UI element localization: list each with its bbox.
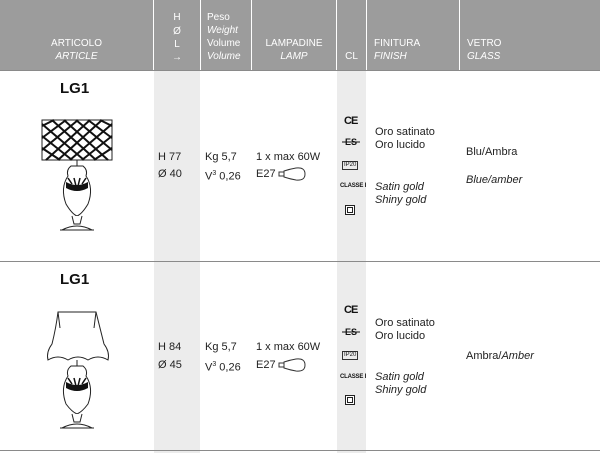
header-weight-en: Weight	[207, 25, 238, 36]
header-glass	[467, 0, 567, 70]
table-header	[0, 0, 600, 70]
volume-superscript: 3	[212, 170, 217, 177]
header-article-label: ARTICLE	[55, 51, 98, 62]
glass-it: Ambra/	[466, 350, 502, 362]
glass-it: Blu/Ambra	[466, 146, 518, 158]
header-finish	[374, 0, 454, 70]
header-lamp	[252, 0, 336, 70]
row-divider	[0, 450, 600, 451]
weight-value: Kg 5,7	[205, 341, 237, 353]
header-finitura: FINITURA	[374, 38, 421, 49]
header-finish-en: FINISH	[374, 51, 407, 62]
ce-mark-icon: CE	[344, 304, 358, 316]
diameter-value: Ø 40	[158, 168, 182, 180]
finish-en-1: Satin gold	[375, 181, 424, 193]
header-volume: Volume	[207, 38, 241, 49]
class-box-icon	[345, 205, 355, 215]
glass-en: Blue/amber	[466, 174, 523, 186]
ip-rating-badge: IP20	[344, 162, 357, 168]
lamp-quantity: 1 x max 60W	[256, 341, 321, 353]
header-cl-label: CL	[345, 51, 358, 62]
finish-en-2: Shiny gold	[375, 194, 427, 206]
volume-superscript: 3	[212, 361, 217, 368]
header-glass-en: GLASS	[467, 51, 501, 62]
volume-prefix: V	[205, 361, 213, 374]
glass-value	[466, 349, 534, 363]
header-volume-en: Volume	[207, 51, 241, 62]
weight-value: Kg 5,7	[205, 151, 237, 163]
product-title: LG1	[60, 271, 90, 288]
table-lamp-drum-shade-image	[38, 118, 118, 234]
finish-it-1: Oro satinato	[375, 317, 435, 329]
bulb-icon	[278, 358, 306, 372]
lamp-quantity: 1 x max 60W	[256, 151, 321, 163]
volume-prefix: V	[205, 170, 213, 183]
volume-value	[205, 358, 241, 375]
finish-en-2: Shiny gold	[375, 384, 427, 396]
svg-text:ES: ES	[345, 327, 358, 337]
ip-rating-badge: IP20	[344, 352, 357, 358]
header-divider	[366, 0, 367, 70]
header-cl	[337, 0, 366, 70]
volume-number: 0,26	[216, 361, 241, 374]
volume-value	[205, 167, 241, 184]
row-divider	[0, 70, 600, 71]
header-dim-l: L	[174, 39, 180, 50]
product-title: LG1	[60, 80, 90, 97]
header-dim-arrow: →	[172, 52, 182, 63]
header-dim-o: Ø	[173, 26, 181, 37]
header-lampadine: LAMPADINE	[265, 38, 323, 49]
header-articolo-label: ARTICOLO	[51, 38, 102, 49]
es-mark-icon	[342, 136, 360, 148]
svg-text:ES: ES	[345, 137, 358, 147]
header-dimensions	[154, 0, 200, 70]
diameter-value: Ø 45	[158, 359, 182, 371]
height-value: H 77	[158, 151, 182, 163]
finish-it-2: Oro lucido	[375, 139, 426, 151]
lamp-socket: E27	[256, 168, 276, 180]
finish-it-1: Oro satinato	[375, 126, 435, 138]
classe-label: CLASSE I	[340, 374, 367, 380]
header-lamp-en: LAMP	[280, 51, 308, 62]
bulb-icon	[278, 167, 306, 181]
header-peso: Peso	[207, 12, 230, 23]
lamp-socket: E27	[256, 359, 276, 371]
glass-en: Amber	[501, 350, 534, 362]
height-value: H 84	[158, 341, 182, 353]
header-weight	[207, 0, 252, 70]
classe-label: CLASSE I	[340, 183, 367, 189]
finish-it-2: Oro lucido	[375, 330, 426, 342]
header-divider	[459, 0, 460, 70]
header-dim-h: H	[173, 12, 181, 23]
table-lamp-pleated-shade-image	[38, 308, 118, 430]
finish-en-1: Satin gold	[375, 371, 424, 383]
es-mark-icon	[342, 326, 360, 338]
volume-number: 0,26	[216, 170, 241, 183]
header-articolo	[0, 0, 153, 70]
header-vetro: VETRO	[467, 38, 502, 49]
header-divider	[200, 0, 201, 70]
row-divider	[0, 261, 600, 262]
class-box-icon	[345, 395, 355, 405]
ce-mark-icon: CE	[344, 115, 358, 127]
